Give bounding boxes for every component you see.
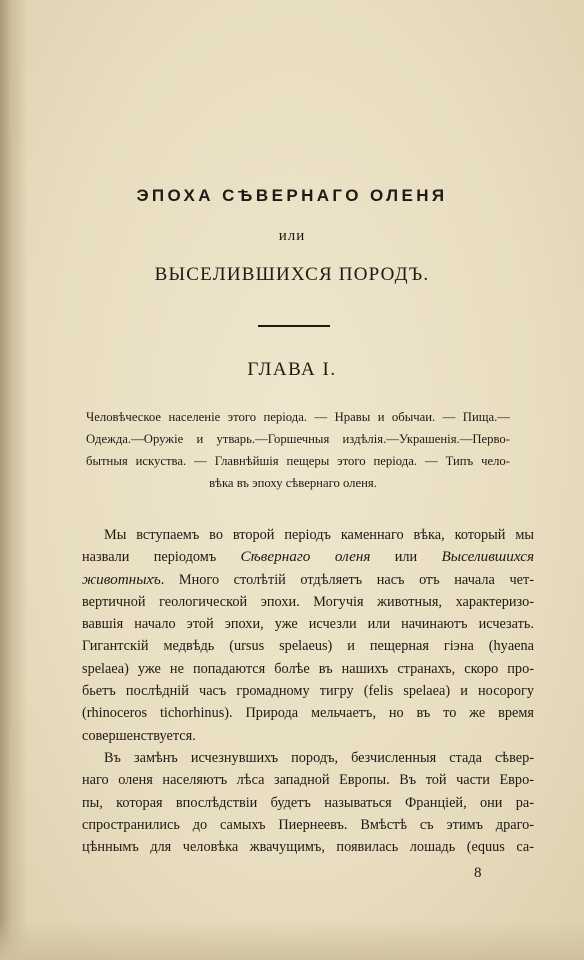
text-run: . Много столѣтій отдѣляетъ насъ отъ начала чет- <box>160 571 534 588</box>
section-title: ЭПОХА СѢВЕРНАГО ОЛЕНЯ <box>136 186 448 205</box>
summary-line: бытныя искуства. — Главнѣйшія пещеры этого періода. — Типъ чело- <box>86 454 510 468</box>
title-conjunction: или <box>278 228 306 244</box>
paragraph-line: совершенствуется. <box>82 727 196 744</box>
text-run: или <box>370 549 442 566</box>
paragraph-line: (rhinoceros tichorhinus). Природа мельчаетъ, но въ то же время <box>82 705 534 722</box>
paragraph-line <box>82 546 534 568</box>
page-shadow-bottom <box>0 920 584 960</box>
body-text <box>82 524 534 858</box>
paragraph-line: Гигантскій медвѣдь (ursus spelaeus) и пещерная гіэна (hyaena <box>82 638 534 655</box>
paragraph-line: spelaea) уже не попадаются болѣе въ нашихъ странахъ, скоро про- <box>82 660 534 677</box>
paragraph-line: бьетъ послѣдній часъ громадному тигру (felis spelaea) и носорогу <box>82 683 534 700</box>
page-number: 8 <box>474 865 482 881</box>
section-subtitle: ВЫСЕЛИВШИХСЯ ПОРОДЪ. <box>154 264 430 285</box>
summary-line: Человѣческое населеніе этого періода. — Нравы и обычаи. — Пища.— <box>86 410 510 424</box>
paragraph-line: Въ замѣнъ исчезнувшихъ породъ, безчисленныя стада сѣвер- <box>104 749 534 766</box>
paragraph-line <box>82 569 534 591</box>
paragraph-line: спространились до самыхъ Пиернеевъ. Вмѣстѣ съ этимъ драго- <box>82 816 534 833</box>
text-run: назвали періодомъ <box>82 549 241 566</box>
summary-line: вѣка въ эпоху сѣвернаго оленя. <box>209 476 377 490</box>
paragraph-line: вертичной геологической эпохи. Могучія животныя, характеризо- <box>82 593 534 610</box>
summary-line: Одежда.—Оружіе и утварь.—Горшечныя издѣлія.—Украшенія.—Перво- <box>86 432 510 446</box>
paragraph-line: вавшія начало этой эпохи, уже исчезли или начинаютъ исчезать. <box>82 616 534 633</box>
chapter-heading: ГЛАВА I. <box>247 359 337 380</box>
paragraph-line: пы, которая впослѣдствіи будетъ называться Франціей, они ра- <box>82 794 534 811</box>
page-shadow-left <box>0 0 28 960</box>
divider-rule <box>258 325 330 327</box>
paragraph-line: цѣннымъ для человѣка жвачущимъ, появилась лошадь (equus са- <box>82 839 534 856</box>
paragraph-line: наго оленя населяютъ лѣса западной Европы. Въ той части Евро- <box>82 772 534 789</box>
italic-term: животныхъ <box>82 570 161 588</box>
chapter-summary <box>86 406 510 494</box>
italic-term: Сѣвернаго оленя <box>240 548 371 566</box>
paragraph-line: Мы вступаемъ во второй періодъ каменнаго вѣка, который мы <box>104 527 534 543</box>
italic-term: Выселившихся <box>441 548 535 566</box>
